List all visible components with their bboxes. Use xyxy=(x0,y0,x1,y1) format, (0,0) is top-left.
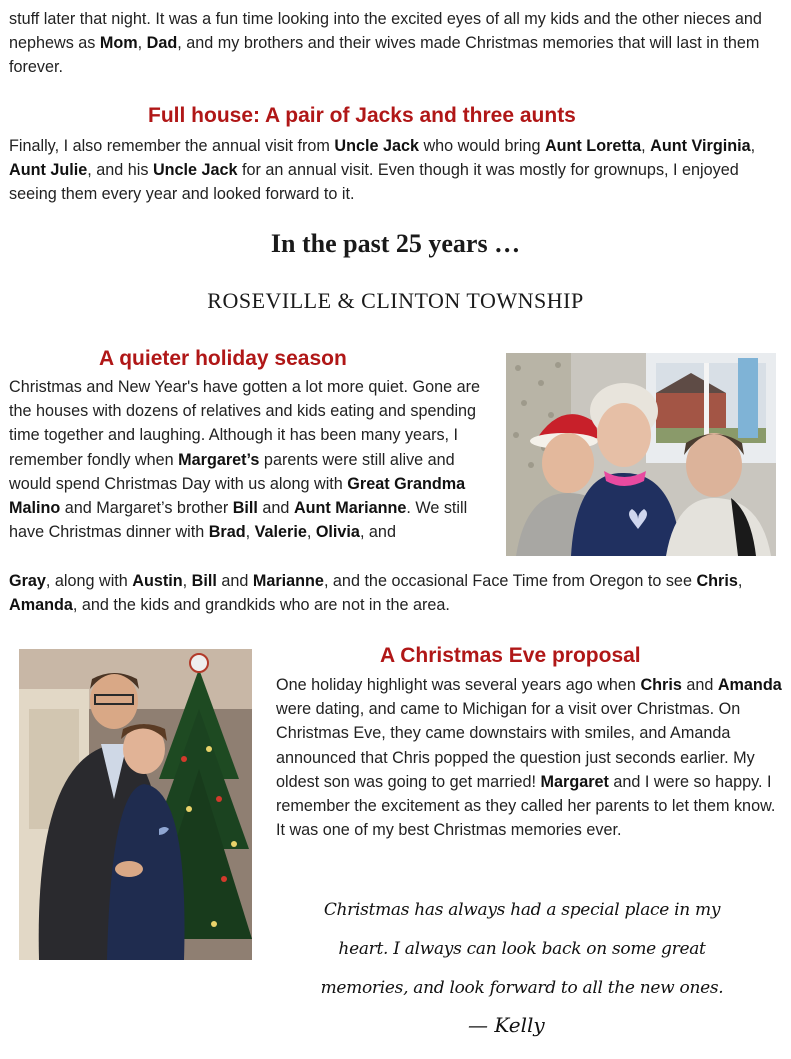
paragraph-text: parents were still alive and would spend Christmas Day with us along with xyxy=(9,450,455,493)
name-marianne: Marianne xyxy=(252,572,324,590)
quieter-heading: A quieter holiday season xyxy=(99,347,347,370)
paragraph-text: and xyxy=(257,499,294,518)
closing-quote-line-1: Christmas has always had a special place in my xyxy=(323,900,721,920)
paragraph-text: , xyxy=(641,137,651,155)
proposal-paragraph xyxy=(276,673,784,842)
paragraph-text: . We still have Christmas dinner with xyxy=(9,499,468,542)
paragraph-text: Christmas and New Year's have gotten a lot more quiet. Gone are the houses with dozens of relatives and kids eating and spending time together and laughing. Although it has been many years, I remember fondly when xyxy=(9,378,480,469)
full-house-heading: Full house: A pair of Jacks and three aunts xyxy=(148,104,576,127)
paragraph-text: who would bring xyxy=(418,137,545,155)
paragraph-text: for an annual visit. Even though it was mostly for grownups, I enjoyed seeing them every year and looked forward to it. xyxy=(9,161,739,204)
paragraph-text: , xyxy=(737,572,743,590)
signature: — Kelly xyxy=(468,1013,545,1037)
intro-text: stuff later that night. It was a fun time looking into the excited eyes of all my kids and the other nieces and nephews as xyxy=(9,10,762,53)
paragraph-text: , and his xyxy=(87,161,153,180)
name-uncle-jack: Uncle Jack xyxy=(152,161,238,180)
quieter-paragraph-full xyxy=(9,569,789,617)
paragraph-text: Finally, I also remember the annual visit from xyxy=(9,137,335,155)
paragraph-text: and I were so happy. I remember the excitement as they called her parents to let them know. It was one of my best Christmas memories ever. xyxy=(276,772,776,840)
name-margaret: Margaret xyxy=(540,772,609,791)
family-photo-three-women xyxy=(506,353,776,556)
name-mom: Mom xyxy=(99,34,138,53)
location-title: ROSEVILLE & CLINTON TOWNSHIP xyxy=(207,288,584,313)
photo-couple-image xyxy=(19,649,252,960)
paragraph-text: , and xyxy=(359,523,396,542)
name-austin: Austin xyxy=(132,572,183,590)
paragraph-text: , and the occasional Face Time from Oregon to see xyxy=(323,572,697,590)
closing-quote-line-2: heart. I always can look back on some great xyxy=(338,939,706,959)
quieter-paragraph-wrapped xyxy=(9,375,487,544)
paragraph-text: , along with xyxy=(45,572,133,590)
name-brad: Brad xyxy=(208,523,246,542)
name-amanda: Amanda xyxy=(9,596,73,615)
photo-three-women-image xyxy=(506,353,776,556)
paragraph-text: and xyxy=(216,572,253,590)
name-aunt-marianne: Aunt Marianne xyxy=(293,499,407,518)
name-gray: Gray xyxy=(9,572,46,590)
name-chris: Chris xyxy=(640,676,682,694)
name-great-grandma-malino: Great Grandma Malino xyxy=(9,474,466,518)
paragraph-text: , xyxy=(245,523,255,542)
name-valerie: Valerie xyxy=(254,523,307,542)
name-bill: Bill xyxy=(232,499,258,518)
proposal-heading: A Christmas Eve proposal xyxy=(380,644,641,667)
name-chris: Chris xyxy=(696,572,738,590)
intro-text: , xyxy=(137,34,147,53)
paragraph-text: , and the kids and grandkids who are not in the area. xyxy=(72,596,450,615)
paragraph-text: and Margaret’s brother xyxy=(60,499,233,518)
name-aunt-julie: Aunt Julie xyxy=(9,161,88,180)
name-margarets: Margaret’s xyxy=(178,450,260,469)
paragraph-text: were dating, and came to Michigan for a visit over Christmas. On Christmas Eve, they came downstairs with smiles, and Amanda announced that Chris popped the question just seconds earlier. My oldest son was going to get married! xyxy=(276,700,755,791)
name-aunt-virginia: Aunt Virginia xyxy=(650,137,751,155)
paragraph-text: and xyxy=(681,676,718,694)
intro-text: , and my brothers and their wives made Christmas memories that will last in them forever. xyxy=(9,34,760,77)
intro-paragraph xyxy=(9,7,789,80)
name-bill: Bill xyxy=(191,572,217,590)
paragraph-text: , xyxy=(750,137,756,155)
closing-quote-line-3: memories, and look forward to all the new ones. xyxy=(320,978,724,998)
couple-photo-christmas-tree xyxy=(19,649,252,960)
name-olivia: Olivia xyxy=(315,523,360,542)
name-dad: Dad xyxy=(146,34,178,53)
name-aunt-loretta: Aunt Loretta xyxy=(544,137,642,155)
past-years-title: In the past 25 years … xyxy=(270,229,521,258)
paragraph-text: One holiday highlight was several years ago when xyxy=(276,676,641,694)
paragraph-text: , xyxy=(306,523,316,542)
paragraph-text: , xyxy=(182,572,192,590)
name-uncle-jack: Uncle Jack xyxy=(334,137,419,155)
full-house-paragraph xyxy=(9,134,784,207)
name-amanda: Amanda xyxy=(717,676,782,694)
